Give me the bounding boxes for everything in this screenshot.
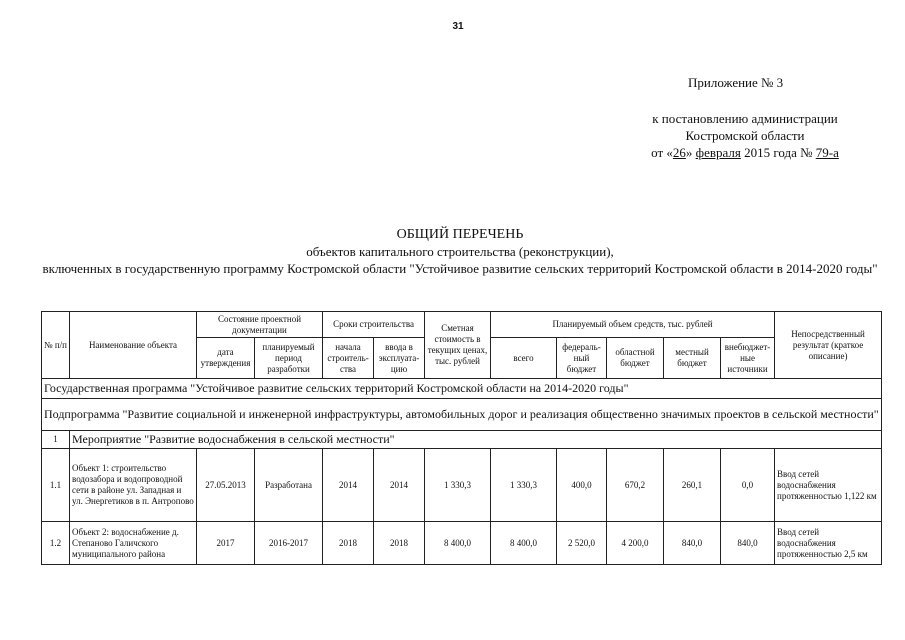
row-est-cost: 8 400,0 (425, 522, 491, 565)
decree-month: февраля (695, 145, 741, 160)
page-number: 31 (452, 21, 464, 32)
row-result: Ввод сетей водоснабжения протяженностью 2,5 км (775, 522, 882, 565)
header-approval-date: дата утверждения (197, 338, 255, 379)
header-start: начала строитель-ства (323, 338, 374, 379)
header-name: Наименование объекта (70, 312, 197, 379)
subprogram-row: Подпрограмма "Развитие социальной и инженерной инфраструктуры, автомобильных дорог и реализация общественно значимых проектов в сельской местности" (42, 399, 882, 431)
decree-number: 79-а (815, 145, 839, 160)
row-num: 1.1 (42, 449, 70, 522)
header-num: № п/п (42, 312, 70, 379)
header-result: Непосредственный результат (краткое описание) (775, 312, 882, 379)
title-line-2: объектов капитального строительства (реконструкции), (306, 244, 614, 259)
row-regional: 4 200,0 (607, 522, 664, 565)
table-row (42, 522, 882, 565)
decree-date-prefix: от « (651, 145, 673, 160)
decree-year-text: 2015 года № (740, 145, 816, 160)
row-name: Объект 2: водоснабжение д. Степаново Галичского муниципального района (70, 522, 197, 565)
row-name: Объект 1: строительство водозабора и водопроводной сети в районе ул. Западная и ул. Энергетиков в п. Антропово (70, 449, 197, 522)
row-extra: 0,0 (721, 449, 775, 522)
row-local: 260,1 (664, 449, 721, 522)
measure-row (42, 431, 882, 449)
row-regional: 670,2 (607, 449, 664, 522)
row-result: Ввод сетей водоснабжения протяженностью 1,122 км (775, 449, 882, 522)
row-total: 8 400,0 (491, 522, 557, 565)
title-line-3: включенных в государственную программу Костромской области "Устойчивое развитие сельских территорий Костромской области в 2014-2020 годы" (42, 261, 878, 276)
row-num: 1.2 (42, 522, 70, 565)
header-est-cost: Сметная стоимость в текущих ценах, тыс. рублей (425, 312, 491, 379)
row-extra: 840,0 (721, 522, 775, 565)
row-start: 2018 (323, 522, 374, 565)
row-total: 1 330,3 (491, 449, 557, 522)
document-title (40, 226, 880, 277)
row-planned-dev: Разработана (255, 449, 323, 522)
header-commissioning: ввода в эксплуата-цию (374, 338, 425, 379)
row-approval-date: 2017 (197, 522, 255, 565)
row-est-cost: 1 330,3 (425, 449, 491, 522)
row-approval-date: 27.05.2013 (197, 449, 255, 522)
header-extra: внебюджет-ные источники (721, 338, 775, 379)
row-planned-dev: 2016-2017 (255, 522, 323, 565)
decree-block (600, 110, 890, 161)
header-terms: Сроки строительства (323, 312, 425, 338)
row-local: 840,0 (664, 522, 721, 565)
row-commissioning: 2014 (374, 449, 425, 522)
header-planned-funds: Планируемый объем средств, тыс. рублей (491, 312, 775, 338)
decree-line-1: к постановлению администрации (652, 111, 838, 126)
title-heading: ОБЩИЙ ПЕРЕЧЕНЬ (396, 227, 524, 242)
decree-date-mid: » (685, 145, 696, 160)
decree-day: 26 (672, 145, 686, 160)
objects-table (41, 311, 882, 565)
header-planned-dev: планируемый период разработки (255, 338, 323, 379)
row-federal: 400,0 (557, 449, 607, 522)
header-regional: областной бюджет (607, 338, 664, 379)
row-start: 2014 (323, 449, 374, 522)
row-federal: 2 520,0 (557, 522, 607, 565)
row-commissioning: 2018 (374, 522, 425, 565)
measure-text: Мероприятие "Развитие водоснабжения в сельской местности" (70, 431, 882, 449)
header-federal: федераль-ный бюджет (557, 338, 607, 379)
header-total: всего (491, 338, 557, 379)
header-local: местный бюджет (664, 338, 721, 379)
decree-date-line (600, 144, 890, 161)
program-row: Государственная программа "Устойчивое развитие сельских территорий Костромской области на 2014-2020 годы" (42, 379, 882, 399)
header-docs-state: Состояние проектной документации (197, 312, 323, 338)
appendix-label: Приложение № 3 (688, 75, 784, 90)
table-row (42, 449, 882, 522)
measure-num: 1 (42, 431, 70, 449)
decree-line-2: Костромской области (685, 128, 805, 143)
